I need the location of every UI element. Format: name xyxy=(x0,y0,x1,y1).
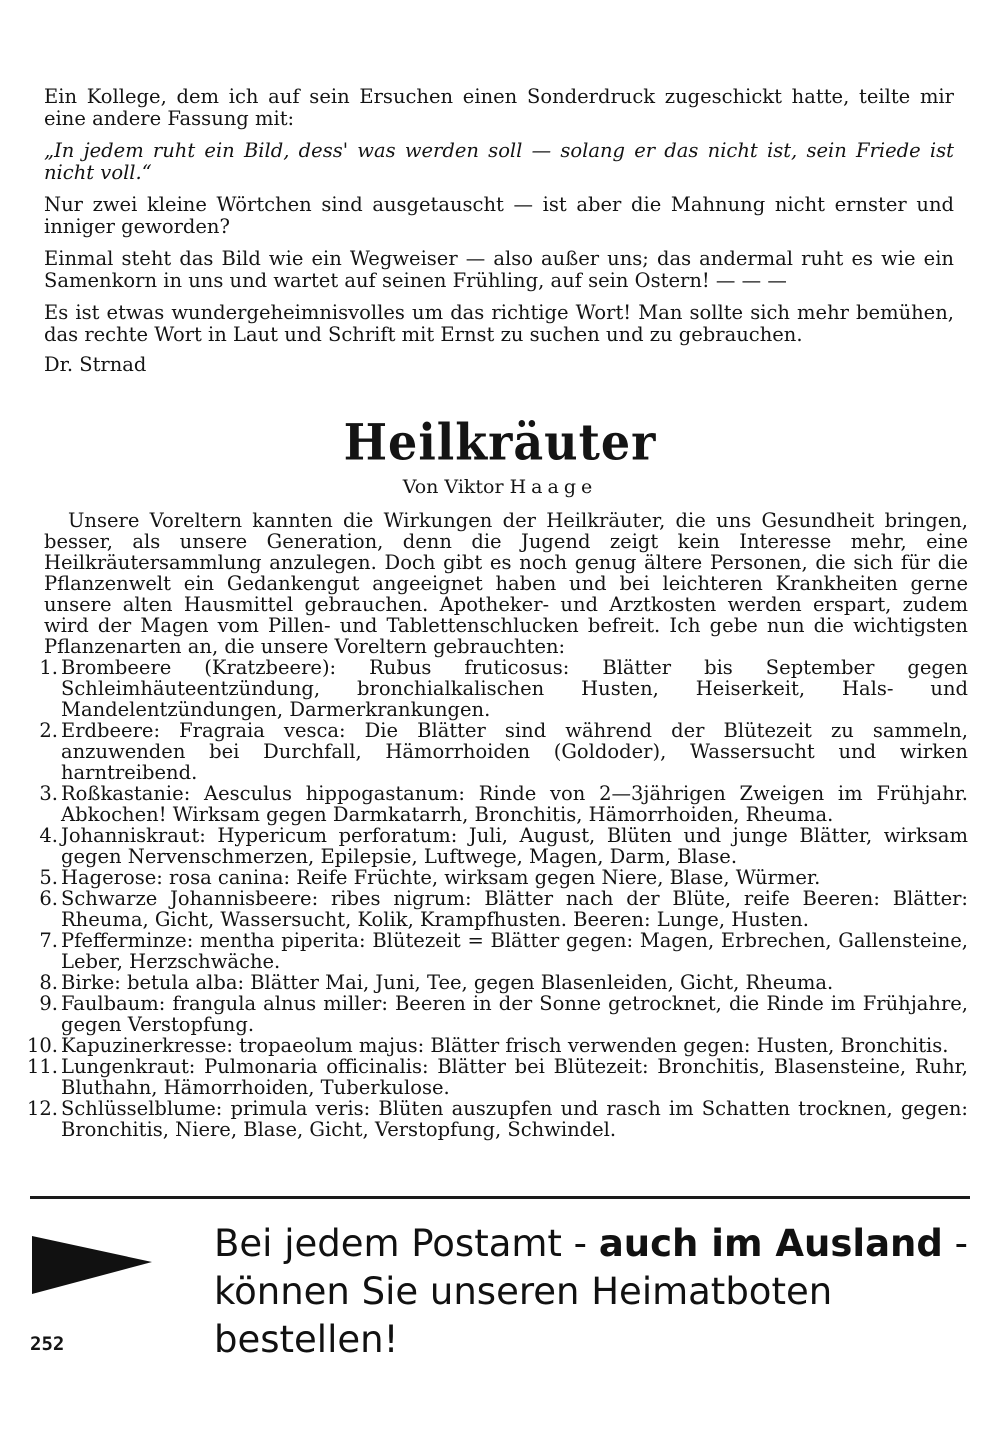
herb-text: Brombeere (Kratzbeere): Rubus fruticosus: Blätter bis September gegen Schleimhäuteentzündung, bronchialkalischen Husten, Heiserkeit, Hals- und Mandelentzündungen, Darmerkrankungen. xyxy=(61,656,968,721)
article-title: Heilkräuter xyxy=(343,412,657,472)
herb-text: Birke: betula alba: Blätter Mai, Juni, Tee, gegen Blasenleiden, Gicht, Rheuma. xyxy=(61,971,834,994)
arrow-icon xyxy=(32,1232,152,1298)
herb-number: 3. xyxy=(39,782,58,805)
intro-quote: „In jedem ruht ein Bild, dess' was werden soll — solang er das nicht ist, sein Friede ist nicht voll.“ xyxy=(44,139,954,184)
herb-number: 4. xyxy=(39,824,58,847)
article-lead: Unsere Voreltern kannten die Wirkungen der Heilkräuter, die uns Gesundheit bringen, besser, als unsere Generation, denn die Jugend zeigt kein Interesse mehr, eine Heilkräutersammlung anzulegen. Doch gibt es noch genug ältere Personen, die sich für die Pflanzenwelt ein Gedankengut angeeignet haben und bei leichteren Krankheiten gerne unsere alten Hausmittel gebrauchen. Apotheker- und Arztkosten werden erspart, zudem wird der Magen vom Pillen- und Tablettenschlucken befreit. Ich gebe nun die wichtigsten Pflanzenarten an, die unsere Voreltern gebrauchten: xyxy=(44,509,968,658)
herb-item xyxy=(39,824,968,868)
herb-item xyxy=(39,887,968,931)
byline xyxy=(0,476,1000,498)
advert-text-end: - xyxy=(954,1222,968,1265)
herb-text: Kapuzinerkresse: tropaeolum majus: Blätter frisch verwenden gegen: Husten, Bronchitis. xyxy=(61,1034,949,1057)
herb-text: Faulbaum: frangula alnus miller: Beeren in der Sonne getrocknet, die Rinde im Frühjahre, gegen Verstopfung. xyxy=(61,992,968,1036)
herb-text: Lungenkraut: Pulmonaria officinalis: Blätter bei Blütezeit: Bronchitis, Blasensteine, Ruhr, Bluthahn, Hämorrhoiden, Tuberkulose. xyxy=(61,1055,968,1099)
herb-text: Hagerose: rosa canina: Reife Früchte, wirksam gegen Niere, Blase, Würmer. xyxy=(61,866,821,889)
herb-item xyxy=(26,1097,968,1141)
herb-text: Erdbeere: Fragraia vesca: Die Blätter sind während der Blütezeit zu sammeln, anzuwenden bei Durchfall, Hämorrhoiden (Goldoder), Wassersucht und wirken harntreibend. xyxy=(61,719,968,784)
herb-item xyxy=(39,866,968,889)
herb-item xyxy=(39,656,968,721)
herb-item xyxy=(26,1034,968,1057)
herb-number: 6. xyxy=(39,887,58,910)
herb-item xyxy=(39,719,968,784)
herb-number: 11. xyxy=(26,1055,58,1078)
herb-text: Schlüsselblume: primula veris: Blüten auszupfen und rasch im Schatten trocknen, gegen: Bronchitis, Niere, Blase, Gicht, Verstopfung, Schwindel. xyxy=(61,1097,968,1141)
article-body xyxy=(26,509,968,1141)
herb-text: Schwarze Johannisbeere: ribes nigrum: Blätter nach der Blüte, reife Beeren: Blätter: Rheuma, Gicht, Wassersucht, Kolik, Krampfhusten. Beeren: Lunge, Husten. xyxy=(61,887,968,931)
section-divider xyxy=(30,1196,970,1199)
signature: Dr. Strnad xyxy=(44,353,147,376)
advert-text-start: Bei jedem Postamt - xyxy=(214,1222,588,1265)
advert-line-2: können Sie unseren Heimatboten bestellen! xyxy=(214,1270,833,1361)
herb-text: Roßkastanie: Aesculus hippogastanum: Rinde von 2—3jährigen Zweigen im Frühjahr. Abkochen! Wirksam gegen Darmkatarrh, Bronchitis, Hämorrhoiden, Rheuma. xyxy=(61,782,968,826)
herb-number: 9. xyxy=(39,992,58,1015)
advert-line-1 xyxy=(214,1220,974,1268)
herb-number: 5. xyxy=(39,866,58,889)
byline-prefix: Von Viktor xyxy=(402,476,504,498)
intro-paragraph-1: Ein Kollege, dem ich auf sein Ersuchen einen Sonderdruck zugeschickt hatte, teilte mir eine andere Fassung mit: xyxy=(44,85,954,130)
herb-text: Johanniskraut: Hypericum perforatum: Juli, August, Blüten und junge Blätter, wirksam gegen Nervenschmerzen, Epilepsie, Luftwege, Magen, Darm, Blase. xyxy=(61,824,968,868)
herb-list xyxy=(26,656,968,1141)
advertisement xyxy=(214,1220,974,1364)
herb-number: 2. xyxy=(39,719,58,742)
herb-item xyxy=(26,1055,968,1099)
herb-item xyxy=(39,971,968,994)
herb-text: Pfefferminze: mentha piperita: Blütezeit = Blätter gegen: Magen, Erbrechen, Gallensteine, Leber, Herzschwäche. xyxy=(61,929,968,973)
intro-paragraph-2: Nur zwei kleine Wörtchen sind ausgetauscht — ist aber die Mahnung nicht ernster und inniger geworden? xyxy=(44,193,954,238)
herb-number: 10. xyxy=(26,1034,58,1057)
herb-number: 7. xyxy=(39,929,58,952)
herb-item xyxy=(39,992,968,1036)
advert-emphasis: auch im Ausland xyxy=(598,1222,943,1265)
herb-number: 1. xyxy=(39,656,58,679)
byline-author: Haage xyxy=(509,476,598,498)
page-number: 252 xyxy=(30,1333,65,1355)
herb-item xyxy=(39,782,968,826)
intro-section xyxy=(44,86,954,386)
intro-paragraph-3: Einmal steht das Bild wie ein Wegweiser — also außer uns; das andermal ruht es wie ein Samenkorn in uns und wartet auf seinen Frühling, auf sein Ostern! — — — xyxy=(44,247,954,292)
herb-number: 12. xyxy=(26,1097,58,1120)
herb-item xyxy=(39,929,968,973)
herb-number: 8. xyxy=(39,971,58,994)
intro-paragraph-4: Es ist etwas wundergeheimnisvolles um das richtige Wort! Man sollte sich mehr bemühen, das rechte Wort in Laut und Schrift mit Ernst zu suchen und zu gebrauchen. xyxy=(44,301,954,346)
